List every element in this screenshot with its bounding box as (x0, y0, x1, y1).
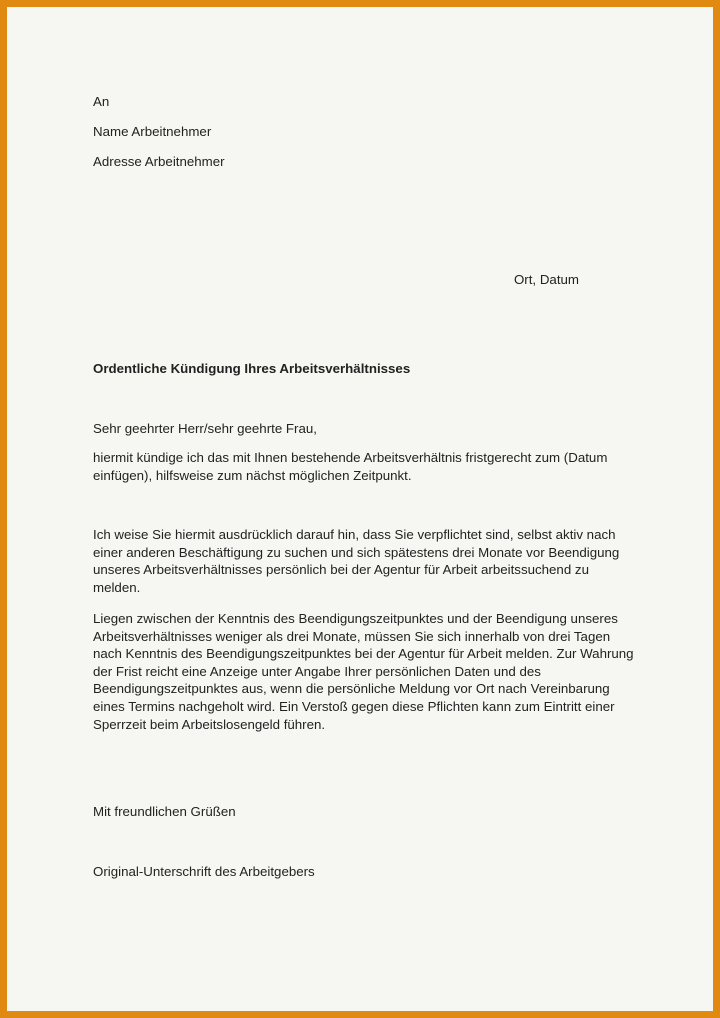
salutation: Sehr geehrter Herr/sehr geehrte Frau, (93, 421, 317, 436)
recipient-name: Name Arbeitnehmer (93, 124, 212, 139)
paragraph-job-search-notice: Ich weise Sie hiermit ausdrücklich darauf hin, dass Sie verpflichtet sind, selbst aktiv nach einer anderen Beschäftigung zu suchen und sich spätestens drei Monate vor Beendigung unseres Arbeitsverhältnisses persönlich bei der Agentur für Arbeit arbeitssuchend zu melden. (93, 527, 620, 595)
paragraph-registration-deadline: Liegen zwischen der Kenntnis des Beendigungszeitpunktes und der Beendigung unseres Arbeitsverhältnisses weniger als drei Monate, müssen Sie sich innerhalb von drei Tagen nach Kenntnis des Beendigungszeitpunktes bei der Agentur für Arbeit melden. Zur Wahrung der Frist reicht eine Anzeige unter Angabe Ihrer persönlichen Daten und des Beendigungszeitpunktes aus, wenn die persönliche Meldung vor Ort nach Vereinbarung eines Termins nachgeholt wird. Ein Verstoß gegen diese Pflichten kann zum Eintritt einer Sperrzeit beim Arbeitslosengeld führen. (93, 611, 634, 732)
closing: Mit freundlichen Grüßen (93, 804, 236, 819)
recipient-address: Adresse Arbeitnehmer (93, 154, 225, 169)
place-date: Ort, Datum (513, 272, 579, 287)
recipient-to-label: An (93, 94, 110, 109)
letter-subject: Ordentliche Kündigung Ihres Arbeitsverhältnisses (93, 361, 411, 376)
signature-line: Original-Unterschrift des Arbeitgebers (93, 864, 315, 879)
paragraph-termination: hiermit kündige ich das mit Ihnen bestehende Arbeitsverhältnis fristgerecht zum (Datum einfügen), hilfsweise zum nächst möglichen Zeitpunkt. (93, 450, 608, 483)
